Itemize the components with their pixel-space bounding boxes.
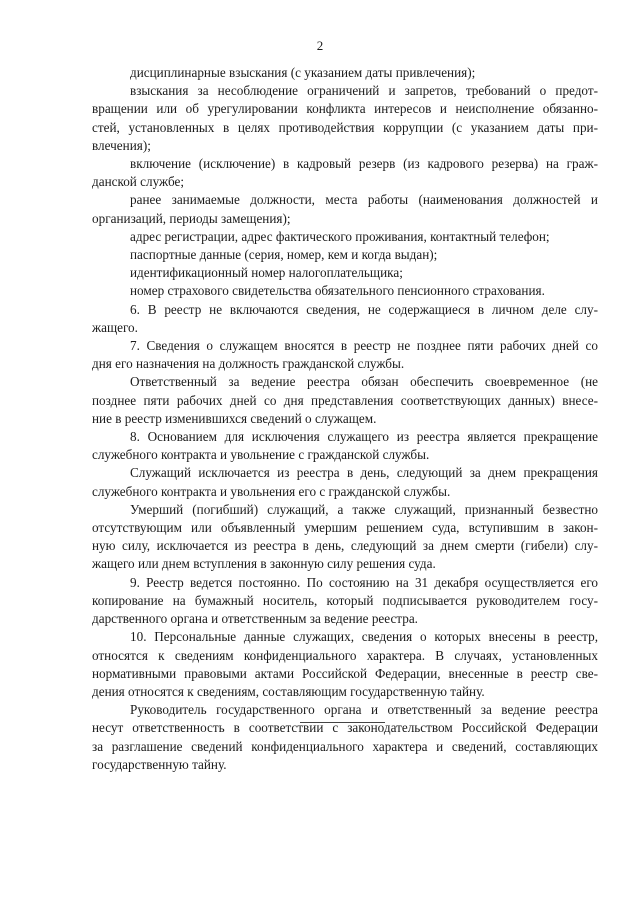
page-number: 2 (316, 38, 324, 53)
text-line: номер страхового свидетельства обязательного пенсионного страхования. (130, 283, 545, 299)
text-line: дня его назначения на должность гражданской службы. (92, 356, 405, 372)
text-line: за разглашение сведений конфиденциального характера и сведений, составляющих (92, 738, 598, 754)
text-line: вращении или об урегулировании конфликта интересов и неисполнение обязанно- (92, 101, 598, 117)
text-line: относятся к сведениям конфиденциального характера. В случаях, установленных (92, 647, 598, 663)
text-line: дения относятся к сведениям, составляющим государственную тайну. (92, 683, 485, 699)
end-separator-line (300, 722, 385, 723)
text-line: копирование на бумажный носитель, который подписывается руководителем госу- (92, 592, 598, 608)
text-line: организаций, периоды замещения); (92, 210, 291, 226)
text-line: 8. Основанием для исключения служащего из реестра является прекращение (130, 429, 598, 445)
text-line: влечения); (92, 137, 151, 153)
text-line: несут ответственность в соответствии с законодательством Российской Федерации (92, 720, 598, 736)
text-line: идентификационный номер налогоплательщика; (130, 265, 403, 281)
text-line: нормативными правовыми актами Российской Федерации, внесенные в реестр све- (92, 665, 598, 681)
text-line: данской службе; (92, 174, 185, 190)
text-line: стей, установленных в целях противодействия коррупции (с указанием даты при- (92, 119, 598, 135)
text-line: взыскания за несоблюдение ограничений и запретов, требований о предот- (130, 83, 598, 99)
text-line: ную силу, исключается из реестра в день, следующий за днем смерти (гибели) слу- (92, 538, 598, 554)
text-line: 7. Сведения о служащем вносятся в реестр не позднее пяти рабочих дней со (130, 338, 598, 354)
text-line: жащего. (92, 319, 138, 335)
text-line: 6. В реестр не включаются сведения, не содержащиеся в личном деле слу- (130, 301, 598, 317)
text-line: жащего или днем вступления в законную силу решения суда. (92, 556, 436, 572)
text-line: Умерший (погибший) служащий, а также служащий, признанный безвестно (130, 501, 598, 517)
text-line: 10. Персональные данные служащих, сведения о которых внесены в реестр, (130, 629, 598, 645)
text-line: Руководитель государственного органа и ответственный за ведение реестра (130, 702, 598, 718)
text-line: служебного контракта и увольнение с гражданской службы. (92, 447, 430, 463)
text-line: ранее занимаемые должности, места работы (наименования должностей и (130, 192, 598, 208)
text-line: дисциплинарные взыскания (с указанием даты привлечения); (130, 65, 476, 80)
text-line: включение (исключение) в кадровый резерв (из кадрового резерва) на граж- (130, 156, 598, 172)
text-line: служебного контракта и увольнения его с гражданской службы. (92, 483, 451, 499)
text-line: паспортные данные (серия, номер, кем и когда выдан); (130, 247, 438, 263)
text-line: отсутствующим или объявленный умершим решением суда, вступившим в закон- (92, 520, 598, 536)
text-line: 9. Реестр ведется постоянно. По состоянию на 31 декабря осуществляется его (130, 574, 598, 590)
text-line: ние в реестр изменившихся сведений о служащем. (92, 410, 377, 426)
text-line: дарственного органа и ответственным за ведение реестра. (92, 611, 418, 627)
text-line: Служащий исключается из реестра в день, следующий за днем прекращения (130, 465, 598, 481)
text-line: государственную тайну. (92, 756, 227, 772)
document-body (92, 64, 598, 774)
text-line: адрес регистрации, адрес фактического проживания, контактный телефон; (130, 228, 550, 244)
text-line: позднее пяти рабочих дней со дня представления соответствующих данных) внесе- (92, 392, 598, 408)
text-line: Ответственный за ведение реестра обязан обеспечить своевременное (не (130, 374, 598, 390)
